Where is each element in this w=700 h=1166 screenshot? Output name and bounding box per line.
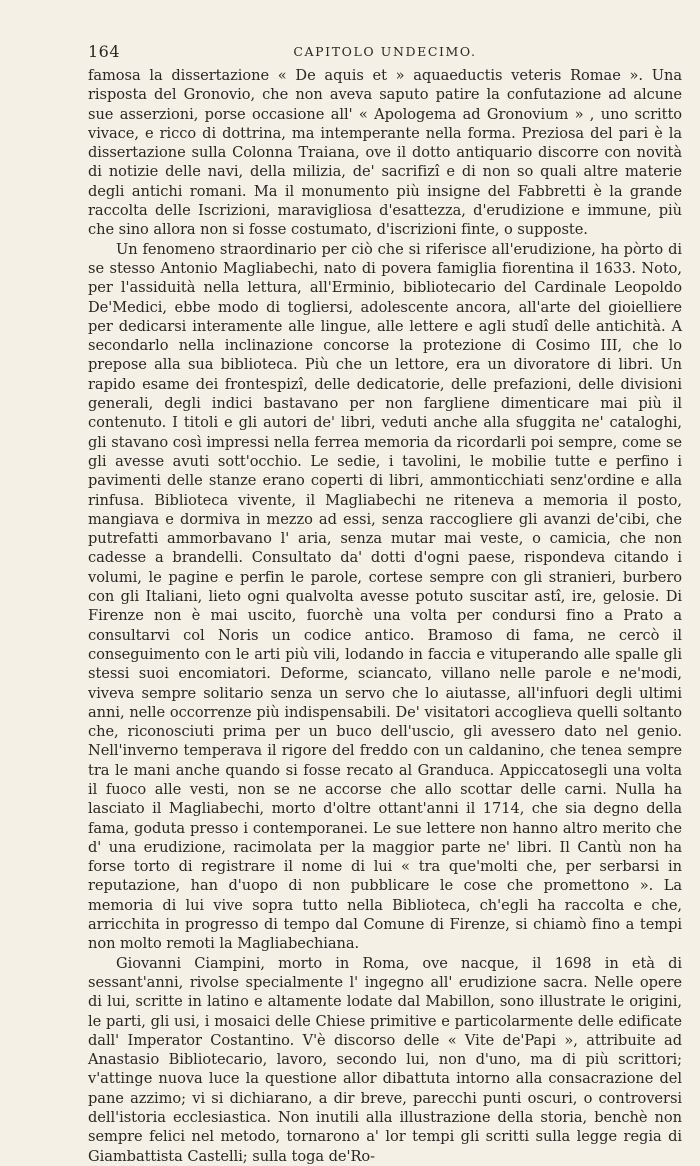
page-number: 164 (88, 42, 121, 61)
body-text (88, 66, 682, 1166)
running-head: CAPITOLO UNDECIMO. (293, 44, 477, 59)
paragraph: Un fenomeno straordinario per ciò che si riferisce all'erudizione, ha pòrto di se stesso Antonio Magliabechi, nato di povera famiglia fiorentina il 1633. Noto, per l'assiduità nella lettura, all'Erminio, bibliotecario del Cardinale Leopoldo De'Medici, ebbe modo di togliersi, adolescente ancora, all'arte del gioielliere per dedicarsi interamente alle lingue, alle lettere e agli studî delle antichità. A secondarlo nella inclinazione concorse la protezione di Cosimo III, che lo prepose alla sua biblioteca. Più che un lettore, era un divoratore di libri. Un rapido esame dei frontespizî, delle dedicatorie, delle prefazioni, delle divisioni generali, degli indici bastavano per non fargliene dimenticare mai più il contenuto. I titoli e gli autori de' libri, veduti anche alla sfuggita ne' cataloghi, gli stavano così impressi nella ferrea memoria da ricordarli poi sempre, come se gli avesse avuti sott'occhio. Le sedie, i tavolini, le mobilie tutte e perfino i pavimenti delle stanze erano coperti di libri, ammonticchiati senz'ordine e alla rinfusa. Biblioteca vivente, il Magliabechi ne riteneva a memoria il posto, mangiava e dormiva in mezzo ad essi, senza raccogliere gli avanzi de'cibi, che putrefatti ammorbavano l' aria, senza mutar mai veste, o camicia, che non cadesse a brandelli. Consultato da' dotti d'ogni paese, rispondeva citando i volumi, le pagine e perfin le parole, cortese sempre con gli stranieri, burbero con gli Italiani, lieto ogni qualvolta avesse potuto suscitar astî, ire, gelosie. Di Firenze non è mai uscito, fuorchè una volta per condursi fino a Prato a consultarvi col Noris un codice antico. Bramoso di fama, ne cercò il conseguimento con le arti più vili, lodando in faccia e vituperando alle spalle gli stessi suoi encomiatori. Deforme, sciancato, villano nelle parole e ne'modi, viveva sempre solitario senza un servo che lo aiutasse, all'infuori degli ultimi anni, nelle occorrenze più indispensabili. De' visitatori accoglieva quelli soltanto che, riconosciuti prima per un buco dell'uscio, gli avessero dato nel genio. Nell'inverno temperava il rigore del freddo con un caldanino, che tenea sempre tra le mani anche quando si fosse recato al Granduca. Appiccatosegli una volta il fuoco alle vesti, non se ne accorse che allo scottar delle carni. Nulla ha lasciato il Magliabechi, morto d'oltre ottant'anni il 1714, che sia degno della fama, goduta presso i contemporanei. Le sue lettere non hanno altro merito che d' una erudizione, racimolata per la maggior parte ne' libri. Il Cantù non ha forse torto di registrare il nome di lui « tra que'molti che, per serbarsi in reputazione, han d'uopo di non pubblicare le cose che promettono ». La memoria di lui vive sopra tutto nella Biblioteca, ch'egli ha raccolta e che, arricchita in progresso di tempo dal Comune di Firenze, si chiamò fino a tempi non molto remoti la Magliabechiana. (88, 240, 682, 953)
paragraph: famosa la dissertazione « De aquis et » aquaeductis veteris Romae ». Una risposta del Gronovio, che non aveva saputo patire la confutazione ad alcune sue asserzioni, porse occasione all' « Apologema ad Gronovium » , uno scritto vivace, e ricco di dottrina, ma intemperante nella forma. Preziosa del pari è la dissertazione sulla Colonna Traiana, ove il dotto antiquario discorre con novità di notizie delle navi, della milizia, de' sacrifizî e di non so quali altre materie degli antichi romani. Ma il monumento più insigne del Fabbretti è la grande raccolta delle Iscrizioni, maravigliosa d'esattezza, d'erudizione e immune, più che sino allora non si fosse costumato, d'iscrizioni finte, o supposte. (88, 67, 682, 239)
page-header (88, 42, 682, 62)
paragraph: Giovanni Ciampini, morto in Roma, ove nacque, il 1698 in età di sessant'anni, rivolse specialmente l' ingegno all' erudizione sacra. Nelle opere di lui, scritte in latino e altamente lodate dal Mabillon, sono illustrate le origini, le parti, gli usi, i mosaici delle Chiese primitive e particolarmente delle edificate dall' Imperator Costantino. V'è discorso delle « Vite de'Papi », attribuite ad Anastasio Bibliotecario, lavoro, secondo lui, non d'uno, ma di più scrittori; v'attinge nuova luce la questione allor dibattuta intorno alla consacrazione del pane azzimo; vi si dichiarano, a dir breve, parecchi punti oscuri, o controversi dell'istoria ecclesiastica. Non inutili alla illustrazione della storia, benchè non sempre felici nel metodo, tornarono a' lor tempi gli scritti sulla legge regia di Giambattista Castelli; sulla toga de'Ro- (88, 954, 682, 1165)
